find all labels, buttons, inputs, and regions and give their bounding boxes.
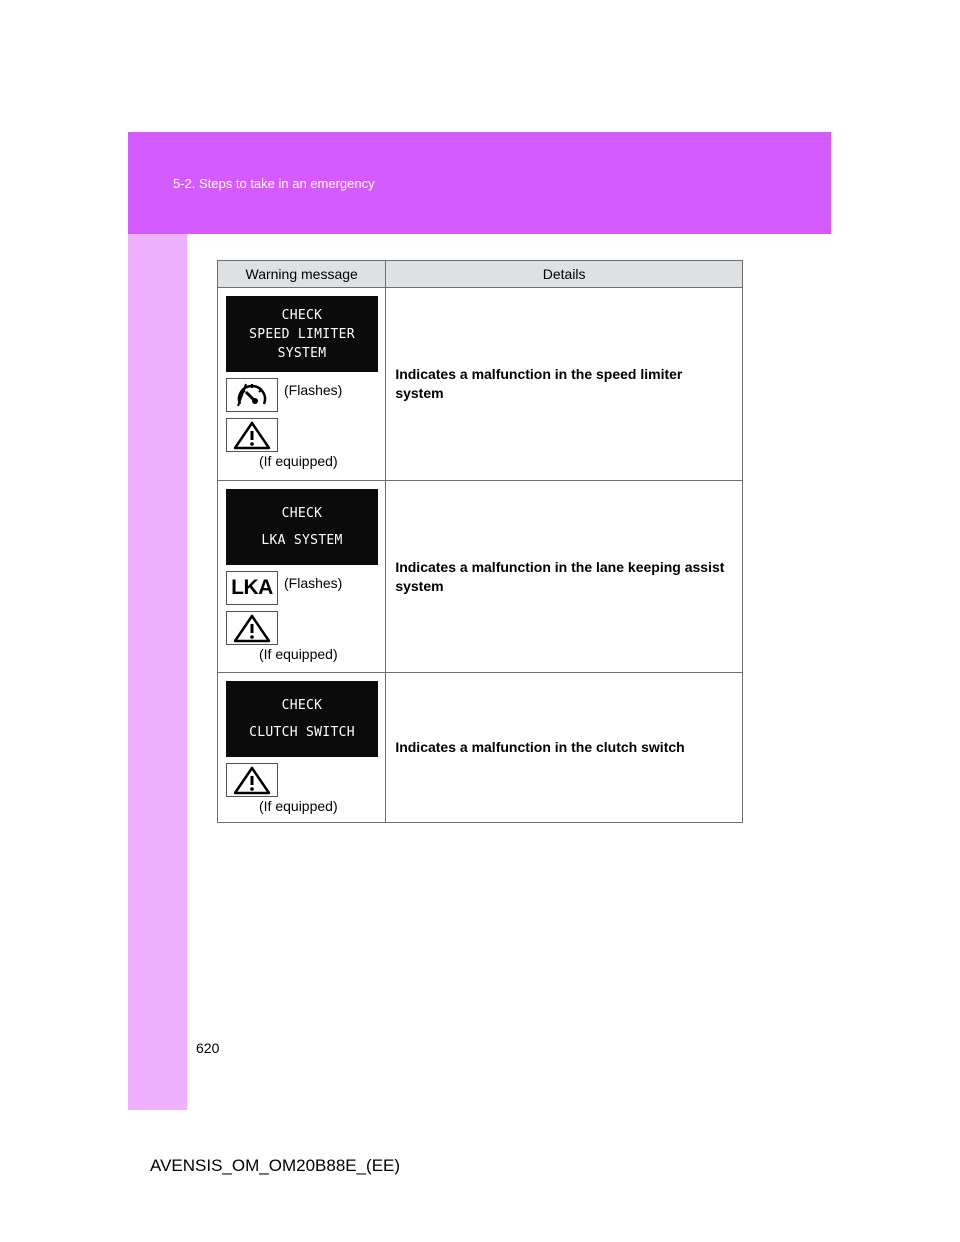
header-band bbox=[128, 132, 831, 234]
warning-table bbox=[217, 260, 743, 823]
if-equipped-note: (If equipped) bbox=[259, 798, 338, 814]
table-row bbox=[218, 481, 743, 673]
lcd-line: SYSTEM bbox=[277, 345, 327, 361]
table-header-row bbox=[218, 261, 743, 288]
lcd-line: LKA SYSTEM bbox=[261, 533, 343, 548]
warning-message-cell bbox=[218, 288, 386, 481]
speed-limiter-icon bbox=[226, 378, 278, 412]
lcd-line: CLUTCH SWITCH bbox=[249, 725, 355, 740]
if-equipped-note: (If equipped) bbox=[259, 453, 338, 469]
details-cell: Indicates a malfunction in the lane keeping assist system bbox=[386, 481, 743, 673]
warning-message-cell bbox=[218, 673, 386, 823]
lka-icon bbox=[226, 571, 278, 605]
if-equipped-note: (If equipped) bbox=[259, 646, 338, 662]
master-warning-icon bbox=[226, 611, 278, 645]
table-row bbox=[218, 288, 743, 481]
lka-icon-text: LKA bbox=[231, 576, 273, 599]
master-warning-icon bbox=[226, 418, 278, 452]
lcd-line: CHECK bbox=[281, 506, 323, 521]
document-code: AVENSIS_OM_OM20B88E_(EE) bbox=[150, 1156, 401, 1175]
header-details: Details bbox=[386, 261, 743, 288]
lcd-line: CHECK bbox=[281, 698, 323, 713]
lcd-message bbox=[226, 489, 378, 565]
side-strip bbox=[128, 234, 187, 1110]
details-cell: Indicates a malfunction in the clutch switch bbox=[386, 673, 743, 823]
master-warning-icon bbox=[226, 763, 278, 797]
lcd-message bbox=[226, 296, 378, 372]
lcd-line: SPEED LIMITER bbox=[249, 326, 355, 342]
table-row bbox=[218, 673, 743, 823]
lcd-message bbox=[226, 681, 378, 757]
flashes-label: (Flashes) bbox=[284, 382, 343, 398]
lcd-line: CHECK bbox=[281, 307, 323, 323]
section-title: 5-2. Steps to take in an emergency bbox=[173, 176, 375, 191]
details-cell: Indicates a malfunction in the speed limiter system bbox=[386, 288, 743, 481]
warning-message-cell bbox=[218, 481, 386, 673]
header-warning-message: Warning message bbox=[218, 261, 386, 288]
flashes-label: (Flashes) bbox=[284, 575, 343, 591]
page-number: 620 bbox=[196, 1040, 220, 1056]
